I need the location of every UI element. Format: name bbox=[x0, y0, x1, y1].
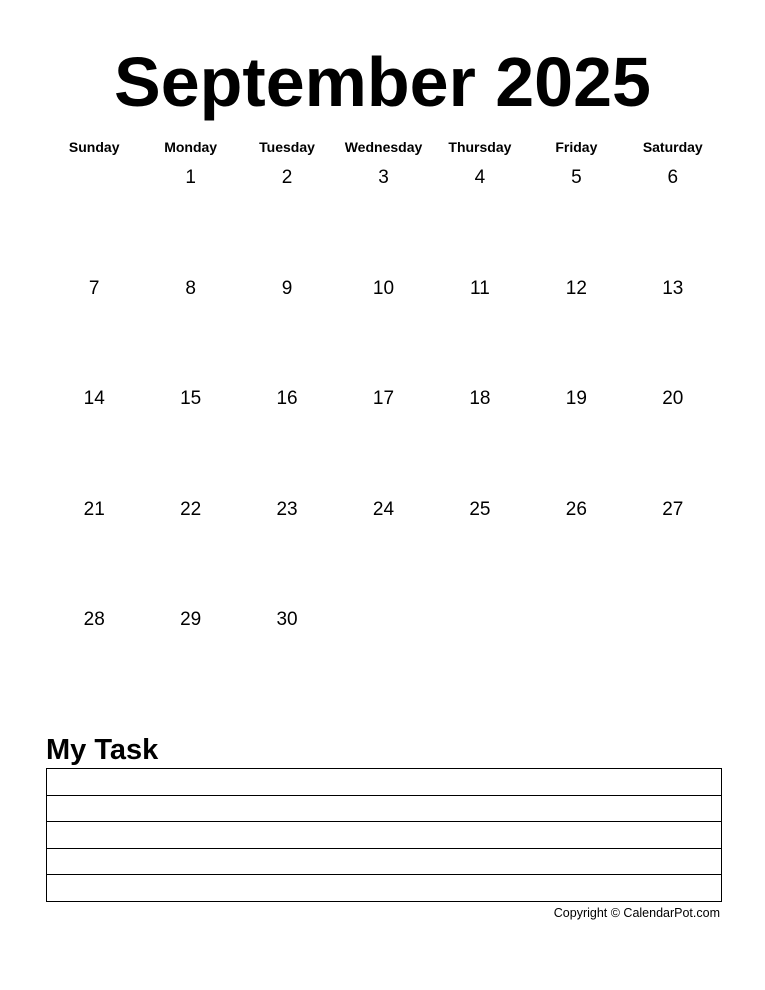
day-cell: 20 bbox=[662, 388, 684, 409]
day-cell bbox=[335, 608, 431, 719]
day-cell: 1 bbox=[185, 167, 196, 188]
day-cell: 21 bbox=[83, 498, 105, 520]
day-cell: 13 bbox=[662, 277, 684, 299]
day-cell bbox=[46, 166, 142, 277]
day-cell: 23 bbox=[276, 498, 298, 520]
day-cell: 30 bbox=[276, 609, 298, 630]
task-row-4[interactable] bbox=[47, 849, 721, 876]
day-cell: 19 bbox=[565, 388, 587, 409]
day-cell: 16 bbox=[276, 388, 298, 409]
day-cell: 26 bbox=[565, 498, 587, 520]
day-cell: 5 bbox=[571, 167, 582, 188]
weekday-header-row bbox=[46, 138, 721, 156]
weekday-wednesday: Wednesday bbox=[344, 139, 423, 155]
day-cell bbox=[625, 608, 721, 719]
day-cell: 18 bbox=[469, 388, 491, 409]
day-cell: 17 bbox=[372, 388, 395, 409]
day-cell: 8 bbox=[185, 277, 196, 299]
day-cell bbox=[528, 608, 624, 719]
day-cell: 28 bbox=[83, 609, 105, 630]
day-cell: 22 bbox=[180, 498, 202, 520]
weekday-sunday: Sunday bbox=[68, 139, 120, 155]
copyright-notice: Copyright © CalendarPot.com bbox=[553, 906, 720, 920]
day-cell: 9 bbox=[281, 277, 293, 299]
weekday-monday: Monday bbox=[164, 139, 218, 155]
tasks-heading: My Task bbox=[46, 734, 159, 766]
page-title: September 2025 bbox=[114, 43, 651, 121]
task-row-2[interactable] bbox=[47, 796, 721, 823]
weekday-saturday: Saturday bbox=[642, 139, 703, 155]
day-cell: 3 bbox=[378, 167, 389, 188]
day-cell: 27 bbox=[662, 498, 684, 520]
day-cell: 2 bbox=[281, 167, 293, 188]
weekday-friday: Friday bbox=[555, 139, 598, 155]
task-row-5[interactable] bbox=[47, 875, 721, 901]
task-row-1[interactable] bbox=[47, 769, 721, 796]
day-cell: 14 bbox=[83, 388, 105, 409]
day-cell: 6 bbox=[667, 167, 679, 188]
weekday-tuesday: Tuesday bbox=[259, 139, 315, 155]
day-cell: 7 bbox=[88, 277, 100, 299]
day-cell: 25 bbox=[469, 498, 491, 520]
day-cell: 11 bbox=[470, 277, 490, 299]
calendar-grid bbox=[46, 166, 721, 719]
day-cell: 24 bbox=[372, 498, 395, 520]
weekday-thursday: Thursday bbox=[448, 139, 512, 155]
task-table bbox=[46, 768, 722, 902]
day-cell: 10 bbox=[372, 277, 395, 299]
day-cell: 12 bbox=[565, 277, 587, 299]
day-cell bbox=[432, 608, 528, 719]
task-row-3[interactable] bbox=[47, 822, 721, 849]
day-cell: 15 bbox=[180, 388, 202, 409]
day-cell: 4 bbox=[474, 167, 486, 188]
day-cell: 29 bbox=[180, 609, 202, 630]
